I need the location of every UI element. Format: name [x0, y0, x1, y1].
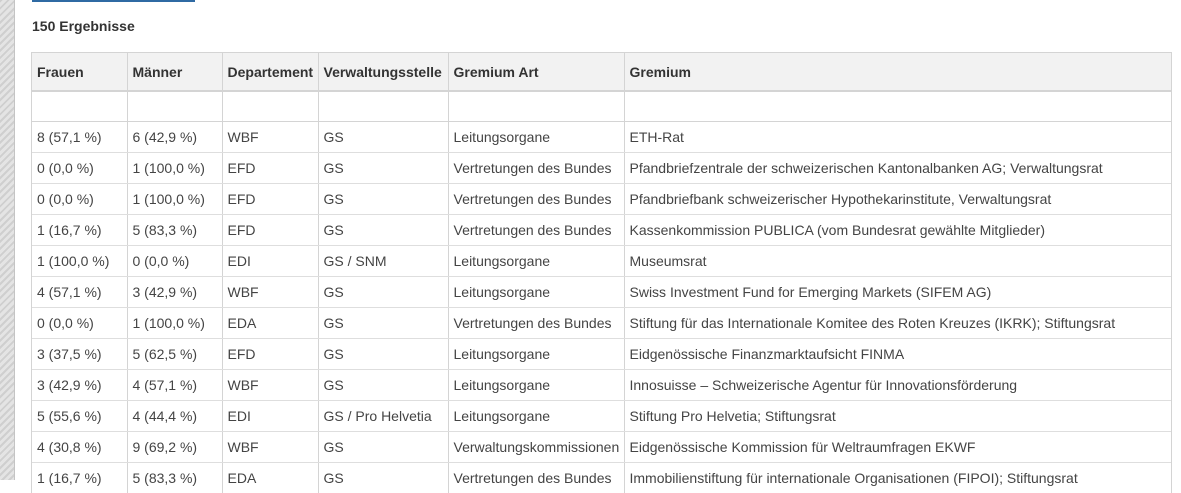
cell-departement: EDA	[222, 308, 318, 339]
table-row[interactable]	[32, 463, 1171, 493]
cell-frauen: 0 (0,0 %)	[32, 184, 127, 215]
filter-cell-frauen[interactable]	[32, 91, 127, 122]
cell-gremium-art: Verwaltungskommissionen	[448, 432, 624, 463]
cell-verwaltungsstelle: GS	[318, 370, 448, 401]
filter-row	[32, 91, 1171, 122]
result-count: 150 Ergebnisse	[32, 18, 135, 34]
cell-verwaltungsstelle: GS	[318, 277, 448, 308]
cell-maenner: 5 (62,5 %)	[127, 339, 222, 370]
cell-maenner: 4 (57,1 %)	[127, 370, 222, 401]
cell-frauen: 0 (0,0 %)	[32, 308, 127, 339]
column-header-frauen[interactable]: Frauen	[32, 53, 127, 91]
cell-maenner: 6 (42,9 %)	[127, 122, 222, 153]
cell-maenner: 1 (100,0 %)	[127, 184, 222, 215]
cell-maenner: 9 (69,2 %)	[127, 432, 222, 463]
table-row[interactable]	[32, 184, 1171, 215]
cell-gremium-art: Vertretungen des Bundes	[448, 215, 624, 246]
column-header-verwaltungsstelle[interactable]: Verwaltungsstelle	[318, 53, 448, 91]
cell-departement: WBF	[222, 370, 318, 401]
cell-maenner: 3 (42,9 %)	[127, 277, 222, 308]
cell-verwaltungsstelle: GS	[318, 463, 448, 493]
cell-verwaltungsstelle: GS	[318, 153, 448, 184]
cell-maenner: 1 (100,0 %)	[127, 153, 222, 184]
cell-gremium: Stiftung für das Internationale Komitee des Roten Kreuzes (IKRK); Stiftungsrat	[624, 308, 1171, 339]
results-table-container	[31, 52, 1172, 493]
cell-frauen: 4 (30,8 %)	[32, 432, 127, 463]
cell-frauen: 1 (100,0 %)	[32, 246, 127, 277]
cell-gremium-art: Leitungsorgane	[448, 339, 624, 370]
table-row[interactable]	[32, 339, 1171, 370]
cell-gremium-art: Leitungsorgane	[448, 246, 624, 277]
cell-departement: EDI	[222, 246, 318, 277]
cell-verwaltungsstelle: GS	[318, 122, 448, 153]
cell-gremium-art: Leitungsorgane	[448, 401, 624, 432]
cell-gremium: Innosuisse – Schweizerische Agentur für Innovationsförderung	[624, 370, 1171, 401]
table-header-row	[32, 53, 1171, 91]
filter-cell-departement[interactable]	[222, 91, 318, 122]
column-header-maenner[interactable]: Männer	[127, 53, 222, 91]
cell-departement: WBF	[222, 432, 318, 463]
cell-maenner: 4 (44,4 %)	[127, 401, 222, 432]
cell-departement: EFD	[222, 153, 318, 184]
cell-maenner: 0 (0,0 %)	[127, 246, 222, 277]
cell-frauen: 1 (16,7 %)	[32, 463, 127, 493]
cell-gremium-art: Vertretungen des Bundes	[448, 463, 624, 493]
cell-gremium-art: Leitungsorgane	[448, 122, 624, 153]
results-table	[32, 53, 1171, 493]
table-row[interactable]	[32, 153, 1171, 184]
cell-departement: EFD	[222, 215, 318, 246]
filter-cell-gremium-art[interactable]	[448, 91, 624, 122]
cell-departement: EFD	[222, 184, 318, 215]
column-header-gremium-art[interactable]: Gremium Art	[448, 53, 624, 91]
cell-frauen: 0 (0,0 %)	[32, 153, 127, 184]
cell-frauen: 5 (55,6 %)	[32, 401, 127, 432]
window-edge-stripe	[0, 0, 15, 480]
cell-gremium-art: Vertretungen des Bundes	[448, 308, 624, 339]
cell-gremium: Immobilienstiftung für internationale Organisationen (FIPOI); Stiftungsrat	[624, 463, 1171, 493]
cell-departement: EDI	[222, 401, 318, 432]
cell-gremium-art: Vertretungen des Bundes	[448, 184, 624, 215]
cell-gremium: Pfandbriefbank schweizerischer Hypothekarinstitute, Verwaltungsrat	[624, 184, 1171, 215]
cell-maenner: 5 (83,3 %)	[127, 215, 222, 246]
cell-departement: WBF	[222, 122, 318, 153]
filter-cell-gremium[interactable]	[624, 91, 1171, 122]
cell-frauen: 3 (37,5 %)	[32, 339, 127, 370]
cell-departement: EFD	[222, 339, 318, 370]
table-row[interactable]	[32, 308, 1171, 339]
table-row[interactable]	[32, 246, 1171, 277]
cell-gremium: Swiss Investment Fund for Emerging Markets (SIFEM AG)	[624, 277, 1171, 308]
cell-frauen: 4 (57,1 %)	[32, 277, 127, 308]
table-row[interactable]	[32, 370, 1171, 401]
cell-gremium: Pfandbriefzentrale der schweizerischen Kantonalbanken AG; Verwaltungsrat	[624, 153, 1171, 184]
cell-maenner: 1 (100,0 %)	[127, 308, 222, 339]
cell-gremium: Stiftung Pro Helvetia; Stiftungsrat	[624, 401, 1171, 432]
cell-gremium-art: Leitungsorgane	[448, 277, 624, 308]
cell-verwaltungsstelle: GS	[318, 215, 448, 246]
cell-gremium: Eidgenössische Kommission für Weltraumfragen EKWF	[624, 432, 1171, 463]
cell-gremium: Kassenkommission PUBLICA (vom Bundesrat gewählte Mitglieder)	[624, 215, 1171, 246]
cell-gremium: ETH-Rat	[624, 122, 1171, 153]
cell-verwaltungsstelle: GS	[318, 308, 448, 339]
cell-gremium: Eidgenössische Finanzmarktaufsicht FINMA	[624, 339, 1171, 370]
cell-frauen: 3 (42,9 %)	[32, 370, 127, 401]
table-row[interactable]	[32, 432, 1171, 463]
cell-verwaltungsstelle: GS	[318, 432, 448, 463]
cell-maenner: 5 (83,3 %)	[127, 463, 222, 493]
table-row[interactable]	[32, 215, 1171, 246]
filter-cell-maenner[interactable]	[127, 91, 222, 122]
cell-verwaltungsstelle: GS / SNM	[318, 246, 448, 277]
table-row[interactable]	[32, 277, 1171, 308]
cell-verwaltungsstelle: GS / Pro Helvetia	[318, 401, 448, 432]
table-row[interactable]	[32, 122, 1171, 153]
cell-departement: EDA	[222, 463, 318, 493]
cell-frauen: 8 (57,1 %)	[32, 122, 127, 153]
active-tab-indicator	[32, 0, 195, 2]
cell-frauen: 1 (16,7 %)	[32, 215, 127, 246]
column-header-departement[interactable]: Departement	[222, 53, 318, 91]
cell-gremium-art: Leitungsorgane	[448, 370, 624, 401]
cell-gremium: Museumsrat	[624, 246, 1171, 277]
column-header-gremium[interactable]: Gremium	[624, 53, 1171, 91]
cell-verwaltungsstelle: GS	[318, 339, 448, 370]
cell-verwaltungsstelle: GS	[318, 184, 448, 215]
cell-gremium-art: Vertretungen des Bundes	[448, 153, 624, 184]
cell-departement: WBF	[222, 277, 318, 308]
table-row[interactable]	[32, 401, 1171, 432]
filter-cell-verwaltungsstelle[interactable]	[318, 91, 448, 122]
